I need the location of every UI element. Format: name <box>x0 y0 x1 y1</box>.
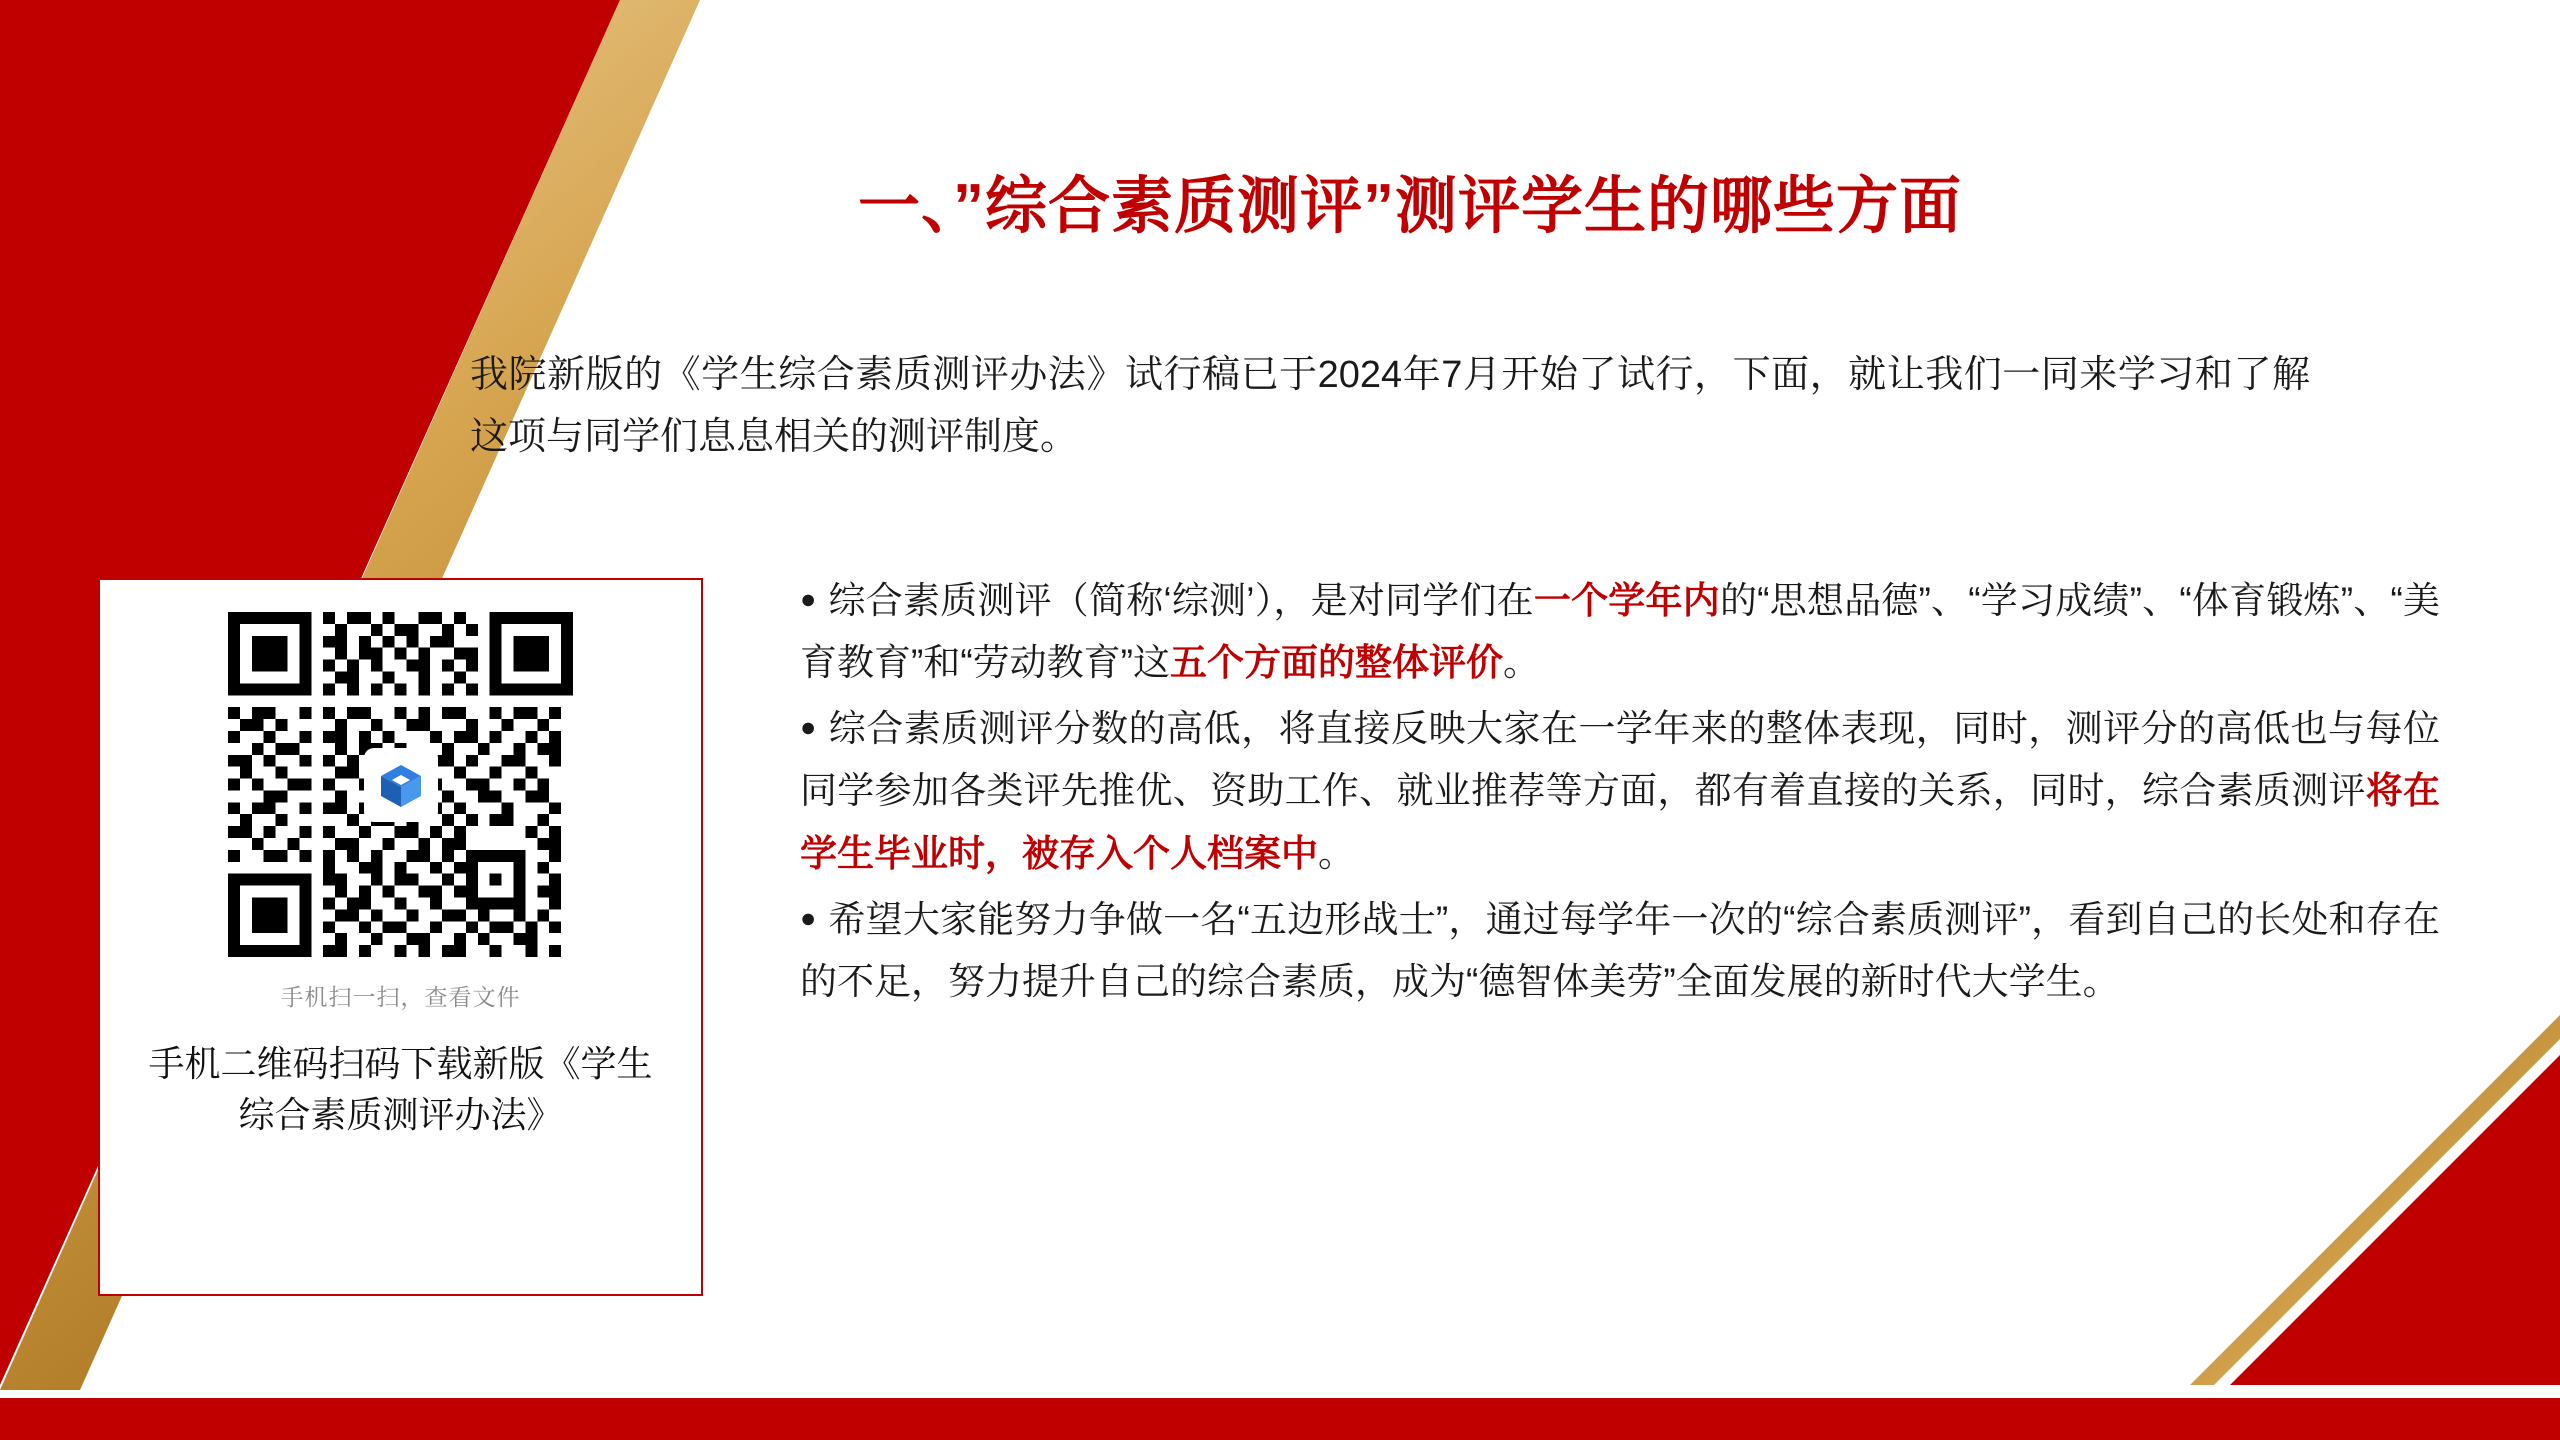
decoration-bottom-bar <box>0 1398 2560 1440</box>
bullet-text-highlight: 五个方面的整体评价 <box>1169 642 1503 684</box>
bullet-text: 。 <box>1502 642 1540 684</box>
bullet-text: 。 <box>1318 832 1355 874</box>
qr-code-image[interactable] <box>228 612 573 957</box>
bullet-text: 综合素质测评分数的高低，将直接反映大家在一学年来的整体表现，同时，测评分的高低也与每位同学参加各类评先推优、资助工作、就业推荐等方面，都有着直接的关系，同时，综合素质测评 <box>800 708 2441 812</box>
bullet-item <box>800 698 2440 884</box>
decoration-red-triangle-right <box>2230 1055 2560 1385</box>
bullet-text: 综合素质测评（简称‘综测’），是对同学们在 <box>828 580 1534 621</box>
qr-download-card <box>98 578 703 1296</box>
cube-logo-icon <box>364 748 438 822</box>
slide-title: 一、”综合素质测评”测评学生的哪些方面 <box>857 172 1962 241</box>
bullet-text-highlight: 将在学生毕业时，被存入个人档案中 <box>800 770 2440 874</box>
bullet-dot-icon: ● <box>800 902 817 933</box>
bullet-text-highlight: 一个学年内 <box>1533 580 1720 621</box>
bullet-item <box>800 570 2440 694</box>
bullet-text: 希望大家能努力争做一名“五边形战士”，通过每学年一次的“综合素质测评”，看到自己的长处和存在的不足，努力提升自己的综合素质，成为“德智体美劳”全面发展的新时代大学生。 <box>800 898 2440 1002</box>
bullet-text: 的“思想品德”、“学习成绩”、“体育锻炼”、“美育教育”和“劳动教育”这 <box>800 580 2441 684</box>
bullet-dot-icon: ● <box>800 584 817 614</box>
intro-paragraph: 我院新版的《学生综合素质测评办法》试行稿已于2024年7月开始了试行，下面，就让我们一同来学习和了解这项与同学们息息相关的测评制度。 <box>470 354 2310 458</box>
bullet-dot-icon: ● <box>800 712 817 743</box>
qr-caption: 手机二维码扫码下载新版《学生综合素质测评办法》 <box>148 1043 653 1136</box>
bullet-item <box>800 889 2440 1013</box>
qr-scan-hint: 手机扫一扫，查看文件 <box>280 984 521 1010</box>
bullet-list <box>800 570 2440 1017</box>
